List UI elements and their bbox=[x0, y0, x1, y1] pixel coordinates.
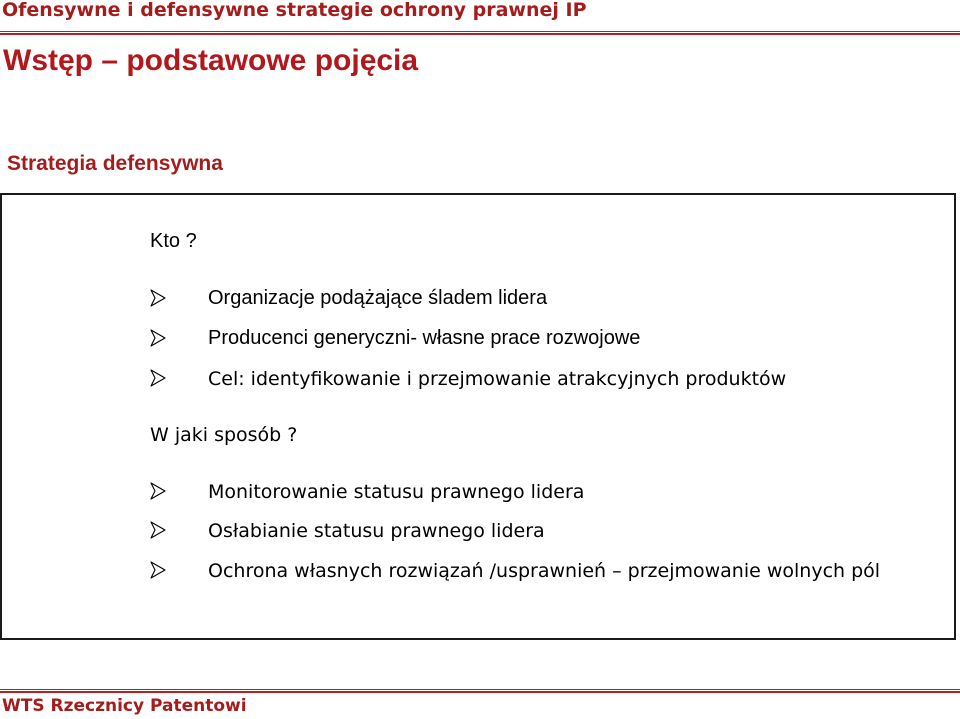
list-item-text: Monitorowanie statusu prawnego lidera bbox=[208, 481, 585, 503]
question-who: Kto ? bbox=[150, 230, 197, 252]
header-divider-thin bbox=[0, 31, 960, 32]
arrowhead-bullet-icon bbox=[150, 289, 166, 307]
list-item-text: Producenci generyczni- własne prace rozwojowe bbox=[208, 327, 641, 349]
footer-divider-thick bbox=[0, 691, 960, 693]
arrowhead-bullet-icon bbox=[150, 561, 166, 579]
slide-title: Wstęp – podstawowe pojęcia bbox=[3, 44, 419, 77]
footer-text: WTS Rzecznicy Patentowi bbox=[2, 696, 247, 716]
arrowhead-bullet-icon bbox=[150, 369, 166, 387]
list-item-text: Osłabianie statusu prawnego lidera bbox=[208, 520, 545, 542]
list-item-text: Ochrona własnych rozwiązań /usprawnień – przejmowanie wolnych pól bbox=[208, 560, 881, 582]
question-how: W jaki sposób ? bbox=[150, 424, 298, 446]
arrowhead-bullet-icon bbox=[150, 329, 166, 347]
list-item-text: Cel: identyfikowanie i przejmowanie atrakcyjnych produktów bbox=[208, 368, 787, 390]
arrowhead-bullet-icon bbox=[150, 482, 166, 500]
section-title: Strategia defensywna bbox=[7, 152, 223, 175]
header-divider-thick bbox=[0, 33, 960, 35]
list-item-text: Organizacje podążające śladem lidera bbox=[208, 287, 548, 309]
header-title: Ofensywne i defensywne strategie ochrony prawnej IP bbox=[2, 0, 587, 21]
arrowhead-bullet-icon bbox=[150, 521, 166, 539]
footer-divider-thin bbox=[0, 689, 960, 690]
